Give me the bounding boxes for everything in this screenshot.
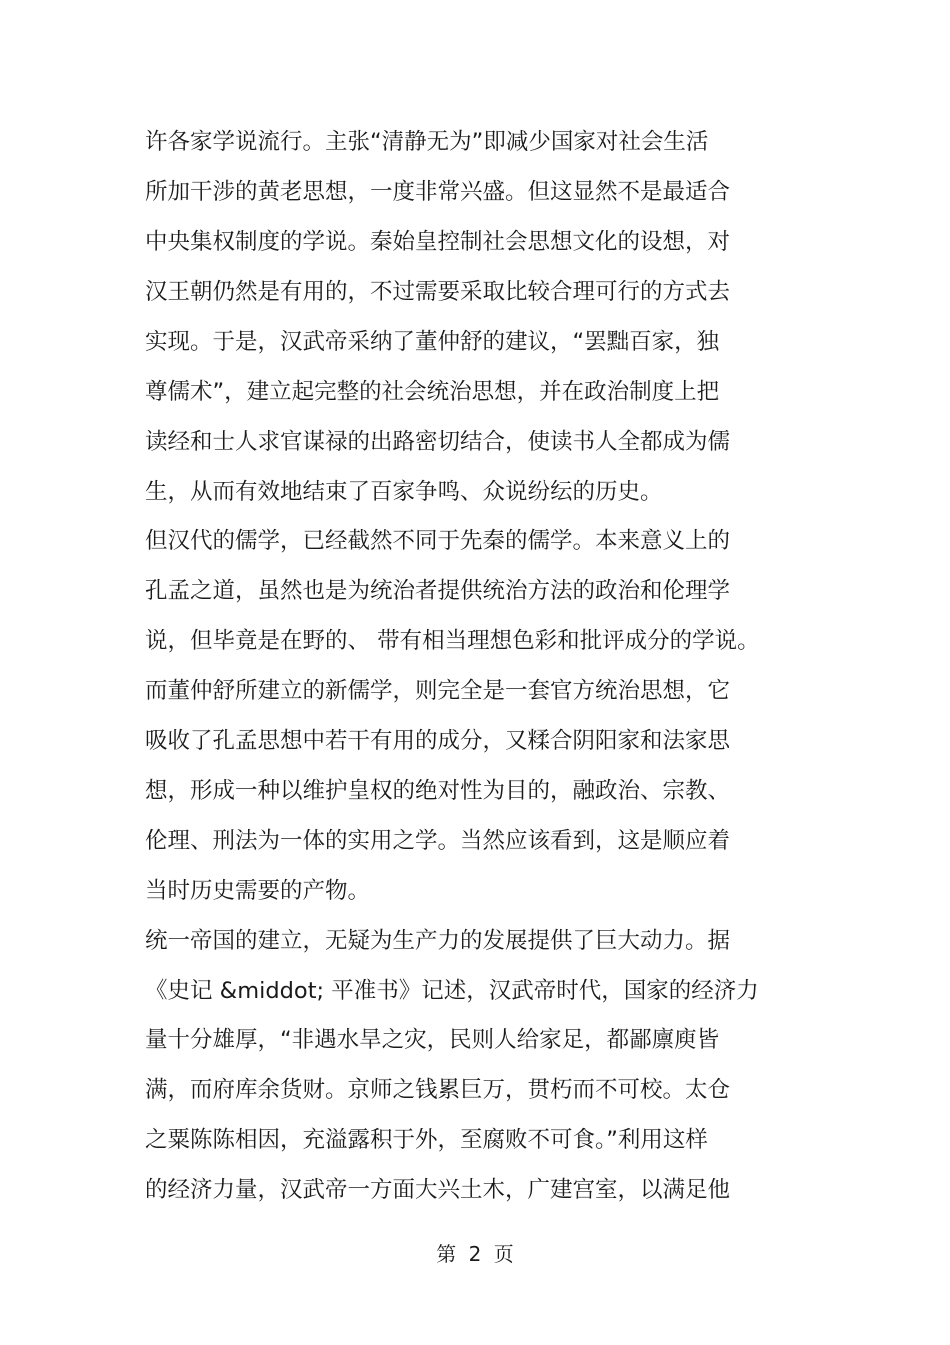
text-line: 之粟陈陈相因，充溢露积于外，至腐败不可食。”利用这样 [145, 1127, 708, 1153]
text-line: 读经和士人求官谋禄的出路密切结合，使读书人全都成为儒 [145, 429, 731, 455]
text-line: 当时历史需要的产物。 [145, 878, 371, 904]
text-line: 实现。于是，汉武帝采纳了董仲舒的建议，“罢黜百家，独 [145, 329, 720, 355]
text-line: 量十分雄厚，“非遇水旱之灾，民则人给家足，都鄙廪庾皆 [145, 1027, 720, 1053]
text-line: 统一帝国的建立，无疑为生产力的发展提供了巨大动力。据 [145, 928, 731, 954]
text-line: 许各家学说流行。主张“清静无为”即减少国家对社会生活 [145, 129, 709, 155]
text-line: 尊儒术”，建立起完整的社会统治思想，并在政治制度上把 [145, 379, 720, 405]
text-line: 《史记 &middot; 平准书》记述，汉武帝时代，国家的经济力 [145, 978, 759, 1004]
text-line: 说，但毕竟是在野的、 带有相当理想色彩和批评成分的学说。 [145, 628, 760, 654]
text-line: 伦理、刑法为一体的实用之学。当然应该看到，这是顺应着 [145, 828, 731, 854]
text-line: 但汉代的儒学，已经截然不同于先秦的儒学。本来意义上的 [145, 528, 731, 554]
text-line: 中央集权制度的学说。秦始皇控制社会思想文化的设想，对 [145, 229, 731, 255]
text-line: 满，而府库余货财。京师之钱累巨万，贯朽而不可校。太仓 [145, 1077, 731, 1103]
text-line: 汉王朝仍然是有用的，不过需要采取比较合理可行的方式去 [145, 279, 731, 305]
text-line: 孔孟之道，虽然也是为统治者提供统治方法的政治和伦理学 [145, 578, 731, 604]
text-line: 而董仲舒所建立的新儒学，则完全是一套官方统治思想，它 [145, 678, 731, 704]
text-line: 吸收了孔孟思想中若干有用的成分，又糅合阴阳家和法家思 [145, 728, 731, 754]
text-line: 想，形成一种以维护皇权的绝对性为目的，融政治、宗教、 [145, 778, 731, 804]
text-line: 生，从而有效地结束了百家争鸣、众说纷纭的历史。 [145, 479, 663, 505]
page-number: 第 2 页 [436, 1242, 514, 1266]
text-line: 所加干涉的黄老思想，一度非常兴盛。但这显然不是最适合 [145, 179, 731, 205]
text-line: 的经济力量，汉武帝一方面大兴土木，广建宫室，以满足他 [145, 1177, 731, 1203]
